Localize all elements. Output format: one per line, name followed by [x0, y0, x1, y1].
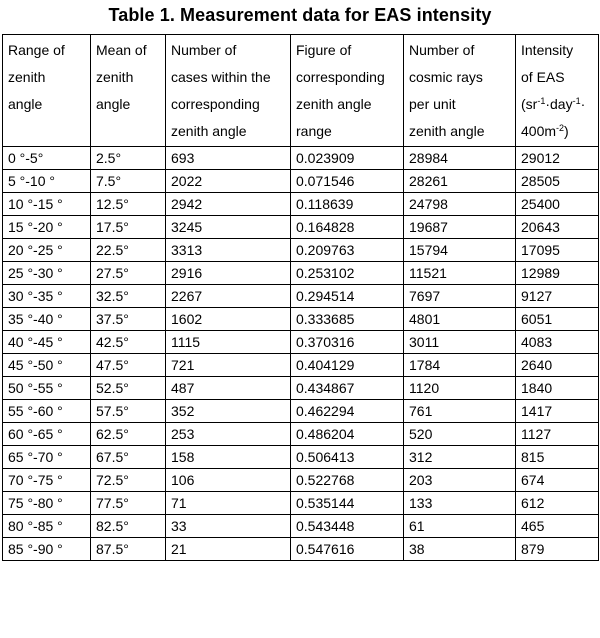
cell-cases: 2942: [166, 193, 291, 216]
cell-intensity: 28505: [516, 170, 599, 193]
cell-cosmic-rays: 4801: [404, 308, 516, 331]
table-row: [3, 423, 599, 446]
cell-cases: 3245: [166, 216, 291, 239]
cell-cosmic-rays: 24798: [404, 193, 516, 216]
intensity-units-area: $400m^{-2}$): [521, 123, 569, 139]
cell-cases: 721: [166, 354, 291, 377]
cell-mean: 57.5°: [91, 400, 166, 423]
table-row: [3, 446, 599, 469]
cell-intensity: 1127: [516, 423, 599, 446]
cell-intensity: 25400: [516, 193, 599, 216]
cell-cosmic-rays: 133: [404, 492, 516, 515]
cell-cases: 2916: [166, 262, 291, 285]
cell-intensity: 2640: [516, 354, 599, 377]
cell-cosmic-rays: 61: [404, 515, 516, 538]
table-row: [3, 170, 599, 193]
cell-figure: 0.209763: [291, 239, 404, 262]
table-row: [3, 469, 599, 492]
cell-figure: 0.462294: [291, 400, 404, 423]
table-row: [3, 400, 599, 423]
header-range-of-zenith-angle: Range of zenith angle: [3, 35, 91, 147]
cell-intensity: 20643: [516, 216, 599, 239]
cell-range: 5 °-10 °: [3, 170, 91, 193]
cell-cases: 106: [166, 469, 291, 492]
cell-mean: 2.5°: [91, 147, 166, 170]
cell-cases: 2022: [166, 170, 291, 193]
cell-cases: 71: [166, 492, 291, 515]
cell-cases: 487: [166, 377, 291, 400]
table-row: [3, 285, 599, 308]
cell-cosmic-rays: 1120: [404, 377, 516, 400]
cell-mean: 52.5°: [91, 377, 166, 400]
cell-mean: 77.5°: [91, 492, 166, 515]
cell-cosmic-rays: 520: [404, 423, 516, 446]
cell-cases: 21: [166, 538, 291, 561]
cell-figure: 0.333685: [291, 308, 404, 331]
cell-range: 30 °-35 °: [3, 285, 91, 308]
cell-mean: 32.5°: [91, 285, 166, 308]
table-row: [3, 538, 599, 561]
table-row: [3, 308, 599, 331]
table-row: [3, 354, 599, 377]
header-number-of-cosmic-rays: Number of cosmic rays per unit zenith angle: [404, 35, 516, 147]
header-row: [3, 35, 599, 147]
cell-range: 80 °-85 °: [3, 515, 91, 538]
table-title: Table 1. Measurement data for EAS intensity: [108, 5, 492, 25]
cell-figure: 0.522768: [291, 469, 404, 492]
cell-figure: 0.370316: [291, 331, 404, 354]
table-row: [3, 193, 599, 216]
cell-cosmic-rays: 312: [404, 446, 516, 469]
cell-cases: 158: [166, 446, 291, 469]
cell-range: 0 °-5°: [3, 147, 91, 170]
cell-figure: 0.294514: [291, 285, 404, 308]
cell-intensity: 674: [516, 469, 599, 492]
cell-mean: 47.5°: [91, 354, 166, 377]
cell-cases: 693: [166, 147, 291, 170]
cell-mean: 42.5°: [91, 331, 166, 354]
cell-figure: 0.253102: [291, 262, 404, 285]
cell-range: 65 °-70 °: [3, 446, 91, 469]
cell-mean: 82.5°: [91, 515, 166, 538]
cell-mean: 72.5°: [91, 469, 166, 492]
cell-figure: 0.434867: [291, 377, 404, 400]
cell-range: 45 °-50 °: [3, 354, 91, 377]
cell-cosmic-rays: 19687: [404, 216, 516, 239]
cell-cosmic-rays: 28984: [404, 147, 516, 170]
header-number-of-cases: Number of cases within the corresponding zenith angle: [166, 35, 291, 147]
cell-intensity: 1840: [516, 377, 599, 400]
table-row: [3, 262, 599, 285]
cell-mean: 27.5°: [91, 262, 166, 285]
cell-intensity: 9127: [516, 285, 599, 308]
eas-measurement-table: [2, 34, 599, 561]
cell-figure: 0.118639: [291, 193, 404, 216]
cell-figure: 0.071546: [291, 170, 404, 193]
cell-intensity: 465: [516, 515, 599, 538]
table-row: [3, 331, 599, 354]
cell-intensity: 815: [516, 446, 599, 469]
cell-cosmic-rays: 38: [404, 538, 516, 561]
cell-range: 10 °-15 °: [3, 193, 91, 216]
cell-mean: 7.5°: [91, 170, 166, 193]
cell-mean: 17.5°: [91, 216, 166, 239]
table-row: [3, 377, 599, 400]
cell-range: 55 °-60 °: [3, 400, 91, 423]
cell-mean: 12.5°: [91, 193, 166, 216]
cell-figure: 0.543448: [291, 515, 404, 538]
cell-cases: 253: [166, 423, 291, 446]
header-mean-of-zenith-angle: Mean of zenith angle: [91, 35, 166, 147]
cell-mean: 22.5°: [91, 239, 166, 262]
cell-range: 50 °-55 °: [3, 377, 91, 400]
cell-range: 60 °-65 °: [3, 423, 91, 446]
cell-mean: 62.5°: [91, 423, 166, 446]
cell-figure: 0.547616: [291, 538, 404, 561]
cell-intensity: 17095: [516, 239, 599, 262]
cell-range: 85 °-90 °: [3, 538, 91, 561]
cell-intensity: 612: [516, 492, 599, 515]
table-body: [3, 147, 599, 561]
table-row: [3, 492, 599, 515]
cell-range: 40 °-45 °: [3, 331, 91, 354]
cell-cases: 352: [166, 400, 291, 423]
cell-mean: 37.5°: [91, 308, 166, 331]
cell-range: 15 °-20 °: [3, 216, 91, 239]
cell-cosmic-rays: 203: [404, 469, 516, 492]
cell-cases: 1602: [166, 308, 291, 331]
cell-intensity: 1417: [516, 400, 599, 423]
cell-figure: 0.023909: [291, 147, 404, 170]
cell-cosmic-rays: 11521: [404, 262, 516, 285]
cell-range: 70 °-75 °: [3, 469, 91, 492]
cell-cases: 1115: [166, 331, 291, 354]
cell-cosmic-rays: 3011: [404, 331, 516, 354]
cell-intensity: 4083: [516, 331, 599, 354]
cell-figure: 0.535144: [291, 492, 404, 515]
cell-figure: 0.486204: [291, 423, 404, 446]
cell-intensity: 879: [516, 538, 599, 561]
cell-figure: 0.404129: [291, 354, 404, 377]
intensity-units: ($sr^{-1}\cdot day^{-1}\cdot$: [521, 96, 586, 112]
cell-intensity: 29012: [516, 147, 599, 170]
table-row: [3, 239, 599, 262]
cell-cosmic-rays: 28261: [404, 170, 516, 193]
cell-mean: 67.5°: [91, 446, 166, 469]
cell-cosmic-rays: 1784: [404, 354, 516, 377]
cell-cosmic-rays: 15794: [404, 239, 516, 262]
cell-cosmic-rays: 7697: [404, 285, 516, 308]
cell-range: 75 °-80 °: [3, 492, 91, 515]
cell-cosmic-rays: 761: [404, 400, 516, 423]
cell-figure: 0.506413: [291, 446, 404, 469]
cell-figure: 0.164828: [291, 216, 404, 239]
cell-range: 25 °-30 °: [3, 262, 91, 285]
table-row: [3, 147, 599, 170]
cell-cases: 2267: [166, 285, 291, 308]
cell-cases: 33: [166, 515, 291, 538]
cell-intensity: 12989: [516, 262, 599, 285]
header-figure-of-range: Figure of corresponding zenith angle range: [291, 35, 404, 147]
table-row: [3, 216, 599, 239]
cell-range: 20 °-25 °: [3, 239, 91, 262]
header-intensity-of-eas: Intensity of EAS ($sr^{-1}\cdot day^{-1}\cdot$ $400m^{-2}$): [516, 35, 599, 147]
table-row: [3, 515, 599, 538]
cell-cases: 3313: [166, 239, 291, 262]
cell-range: 35 °-40 °: [3, 308, 91, 331]
cell-intensity: 6051: [516, 308, 599, 331]
cell-mean: 87.5°: [91, 538, 166, 561]
